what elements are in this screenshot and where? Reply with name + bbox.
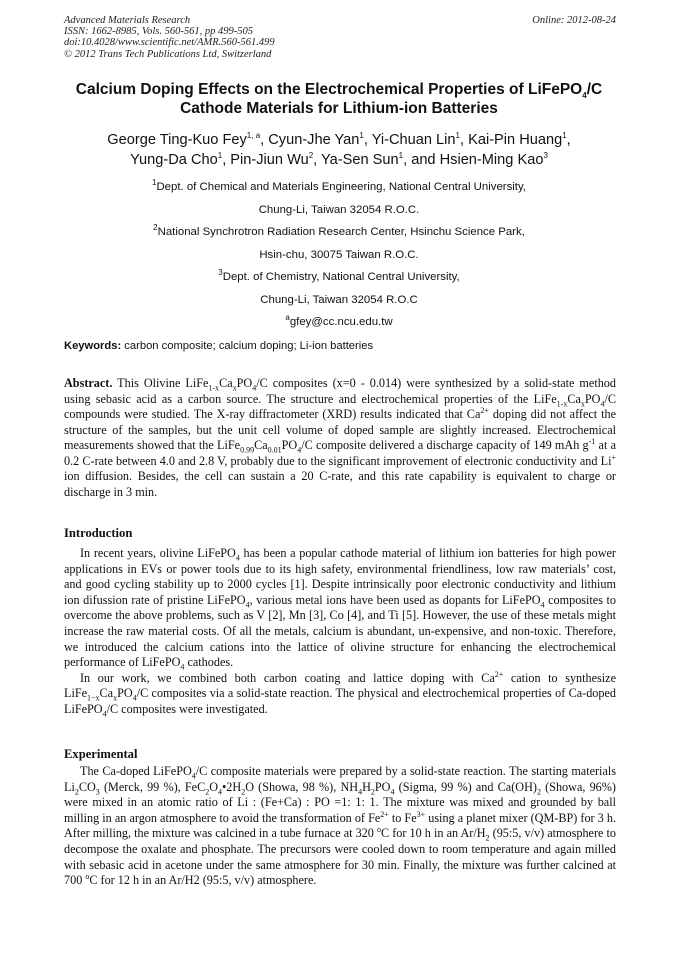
subscript: x (232, 383, 237, 393)
subscript: 2 (205, 787, 210, 797)
affiliation-location: Hsin-chu, 30075 Taiwan R.O.C. (259, 248, 419, 261)
affiliation-line (40, 176, 638, 199)
author-affiliation-mark: 1 (455, 131, 460, 141)
author-name: Ya-Sen Sun (321, 152, 399, 168)
paragraph: The Ca-doped LiFePO$_4$/C composite materials were prepared by a solid-state reaction. The starting materials $Li_2CO_3$ (Merck, 99 %), $FeC_2O_4•2H_2O$ (Showa, 98 %), $NH_4H_2PO_4$ (Sigma, 99 %) and $Ca(OH)_2$ (Showa, 96%) were mixed in an atomic ratio of Li : (Fe+Ca) : PO =1: 1: 1. The mixture was mixed and grounded by ball milling in an argon atmosphere to avoid the transformation of $Fe^{2+}$ to $Fe^{3+}$ using a planet mixer (QM-BP) for 3 h. After milling, the mixture was calcined in a tube furnace at 320 $^o$C for 10 h in an $Ar/H_2$ (95:5, v/v) atmosphere to decompose the oxalate and phosphate. The precursors were cooled down to room temperature and again milled with sebasic acid in acetone under the same atmosphere for 30 min. Finally, the mixture was further calcined at 700 $^o$C for 12 h in an Ar/H2 (95:5, v/v) atmosphere. (64, 764, 616, 888)
author-name: Yung-Da Cho (130, 152, 218, 168)
subscript: 0.01 (267, 445, 282, 455)
subscript: 4 (252, 383, 257, 393)
keywords (64, 340, 616, 352)
superscript: o (376, 825, 381, 835)
subscript: 4 (235, 553, 240, 563)
affiliation-location: Chung-Li, Taiwan 32054 R.O.C (260, 293, 418, 306)
superscript: + (611, 452, 616, 462)
introduction-body (64, 546, 616, 718)
introduction-heading: Introduction (64, 526, 133, 540)
affiliation-mark: 1 (152, 178, 157, 188)
subscript: 4 (102, 709, 107, 719)
affiliations (40, 176, 638, 334)
affiliation-line (40, 266, 638, 289)
paper-title (40, 80, 638, 118)
author-name: Cyun-Jhe Yan (268, 132, 360, 148)
author-affiliation-mark: 3 (543, 151, 548, 161)
affiliation-location: Chung-Li, Taiwan 32054 R.O.C. (258, 203, 420, 216)
abstract-label: Abstract. (64, 376, 113, 390)
superscript: 2+ (494, 669, 504, 679)
keywords-label: Keywords: (64, 340, 122, 352)
superscript: o (85, 872, 90, 882)
subscript: 4 (297, 445, 302, 455)
subscript: x (580, 398, 585, 408)
subscript: 4 (180, 662, 185, 672)
email-mark: a (285, 313, 290, 323)
subscript: 4 (390, 787, 395, 797)
title-line-1: Calcium Doping Effects on the Electrochemical Properties of LiFePO$_4$/C (75, 81, 603, 101)
subscript: 2 (485, 833, 490, 843)
affiliation-text: Dept. of Chemistry, National Central University, (222, 271, 460, 283)
author-name: Pin-Jiun Wu (230, 152, 309, 168)
subscript: x (113, 693, 118, 703)
experimental-heading: Experimental (64, 747, 138, 761)
author-name: George Ting-Kuo Fey (107, 132, 247, 148)
subscript: 4 (600, 398, 605, 408)
affiliation-text: Dept. of Chemical and Materials Engineering, National Central University, (156, 181, 526, 193)
subscript: 4 (540, 600, 545, 610)
subscript: 2 (74, 787, 79, 797)
superscript: 2+ (480, 405, 489, 415)
keywords-text: carbon composite; calcium doping; Li-ion batteries (121, 340, 374, 352)
subscript: 2 (370, 787, 375, 797)
author-name: Yi-Chuan Lin (371, 132, 456, 148)
superscript: 2+ (380, 809, 389, 819)
affiliation-mark: 3 (218, 268, 223, 278)
author-affiliation-mark: 2 (308, 151, 314, 161)
journal-header (64, 15, 616, 60)
paragraph: In recent years, olivine LiFePO$_4$ has been a popular cathode material of lithium ion batteries for high power applications in EVs or power tools due to its high safety, environmental friendliness, low raw materials’ cost, and good cycling stability up to 2000 cycles [1]. Despite intrinsically poor electronic conductivity and lithium ion difussion rate of pristine LiFePO$_4$, various metal ions have been used as dopants for LiFePO$_4$ composites to overcome the above problems, such as V [2], Mn [3], Co [4], and Ti [5]. However, the use of these metals might increase the raw material costs. Of all the metals, calcium is abundant, un-expensive, and non-toxic. Therefore, we introduced the calcium cations into the lattice of olivine structure for enhancing the electrochemical performance of LiFePO$_4$ cathodes. (64, 546, 616, 672)
subscript: 2 (536, 787, 541, 797)
title-line-2: Cathode Materials for Lithium-ion Batteries (180, 100, 498, 117)
author-name: Hsien-Ming Kao (439, 152, 544, 168)
subscript: 1-x (556, 398, 568, 408)
subscript: 2 (241, 787, 246, 797)
author-affiliation-mark: 1 (217, 151, 223, 161)
subscript: 1-x (208, 383, 220, 393)
subscript: 4 (132, 693, 137, 703)
author-name: Kai-Pin Huang (468, 132, 563, 148)
abstract (64, 376, 616, 500)
affiliation-line (40, 221, 638, 244)
author-affiliation-mark: 1 (562, 131, 567, 141)
subscript: 3 (95, 787, 100, 797)
doi-line: doi:10.4028/www.scientific.net/AMR.560-561.499 (64, 37, 275, 49)
superscript: 3+ (416, 809, 426, 819)
subscript: 0.99 (240, 445, 255, 455)
superscript: -1 (588, 436, 596, 446)
subscript: 4 (245, 600, 250, 610)
paragraph: In our work, we combined both carbon coating and lattice doping with $Ca^{2+}$ cation to synthesize $LiFe_{1-x}Ca_xPO_4/C$ composites via a solid-state reaction. The physical and electrochemical properties of Ca-doped LiFePO$_4$/C composites were investigated. (64, 669, 616, 719)
experimental-body (64, 764, 616, 889)
author-affiliation-mark: 1, a (246, 131, 261, 141)
author-affiliation-mark: 1 (398, 151, 404, 161)
affiliation-mark: 2 (153, 223, 158, 233)
subscript: 4 (218, 787, 223, 797)
author-list: George Ting-Kuo Fey$^{1, a}$, Cyun-Jhe Yan$^1$, Yi-Chuan Lin$^1$, Kai-Pin Huang$^1$, Yung-Da Cho$^1$, Pin-Jiun Wu$^2$, Ya-Sen Sun$^1$, and Hsien-Ming Kao$^3$ (107, 131, 571, 168)
email-line (40, 311, 638, 334)
subscript: 4 (191, 771, 196, 781)
subscript: 1−x (87, 693, 100, 703)
issn-line: ISSN: 1662-8985, Vols. 560-561, pp 499-505 (64, 26, 253, 38)
affiliation-text: National Synchrotron Radiation Research Center, Hsinchu Science Park, (157, 226, 525, 238)
email-address: gfey@cc.ncu.edu.tw (289, 316, 393, 328)
abstract-text: This Olivine $LiFe_{1-x}Ca_xPO_4/C$ composites (x=0 - 0.014) were synthesized by a solid-state method using sebasic acid as a carbon source. The structure and electrochemical properties of the $LiFe_{1-x}Ca_xPO_4/C$ compounds were studied. The X-ray diffractometer (XRD) results indicated that $Ca^{2+}$ doping did not affect the structure of the samples, but the unit cell volume of doped sample are slightly increased. Electrochemical measurements showed that the $LiFe_{0.99}Ca_{0.01}PO_4/C$ composite delivered a discharge capacity of 149 mAh $g^{-1}$ at a 0.2 C-rate between 4.0 and 2.8 V, probably due to the significant improvement of electronic conductivity and Li+ ion diffusion. Besides, the cell can sustain a 20 C-rate, and this rate capability is equivalent to charge or discharge in 3 min. (64, 376, 617, 499)
author-affiliation-mark: 1 (359, 131, 364, 141)
copyright-line: © 2012 Trans Tech Publications Ltd, Switzerland (64, 48, 272, 60)
online-date: Online: 2012-08-24 (532, 15, 616, 26)
subscript: 4 (358, 787, 363, 797)
journal-name: Advanced Materials Research (64, 15, 191, 26)
